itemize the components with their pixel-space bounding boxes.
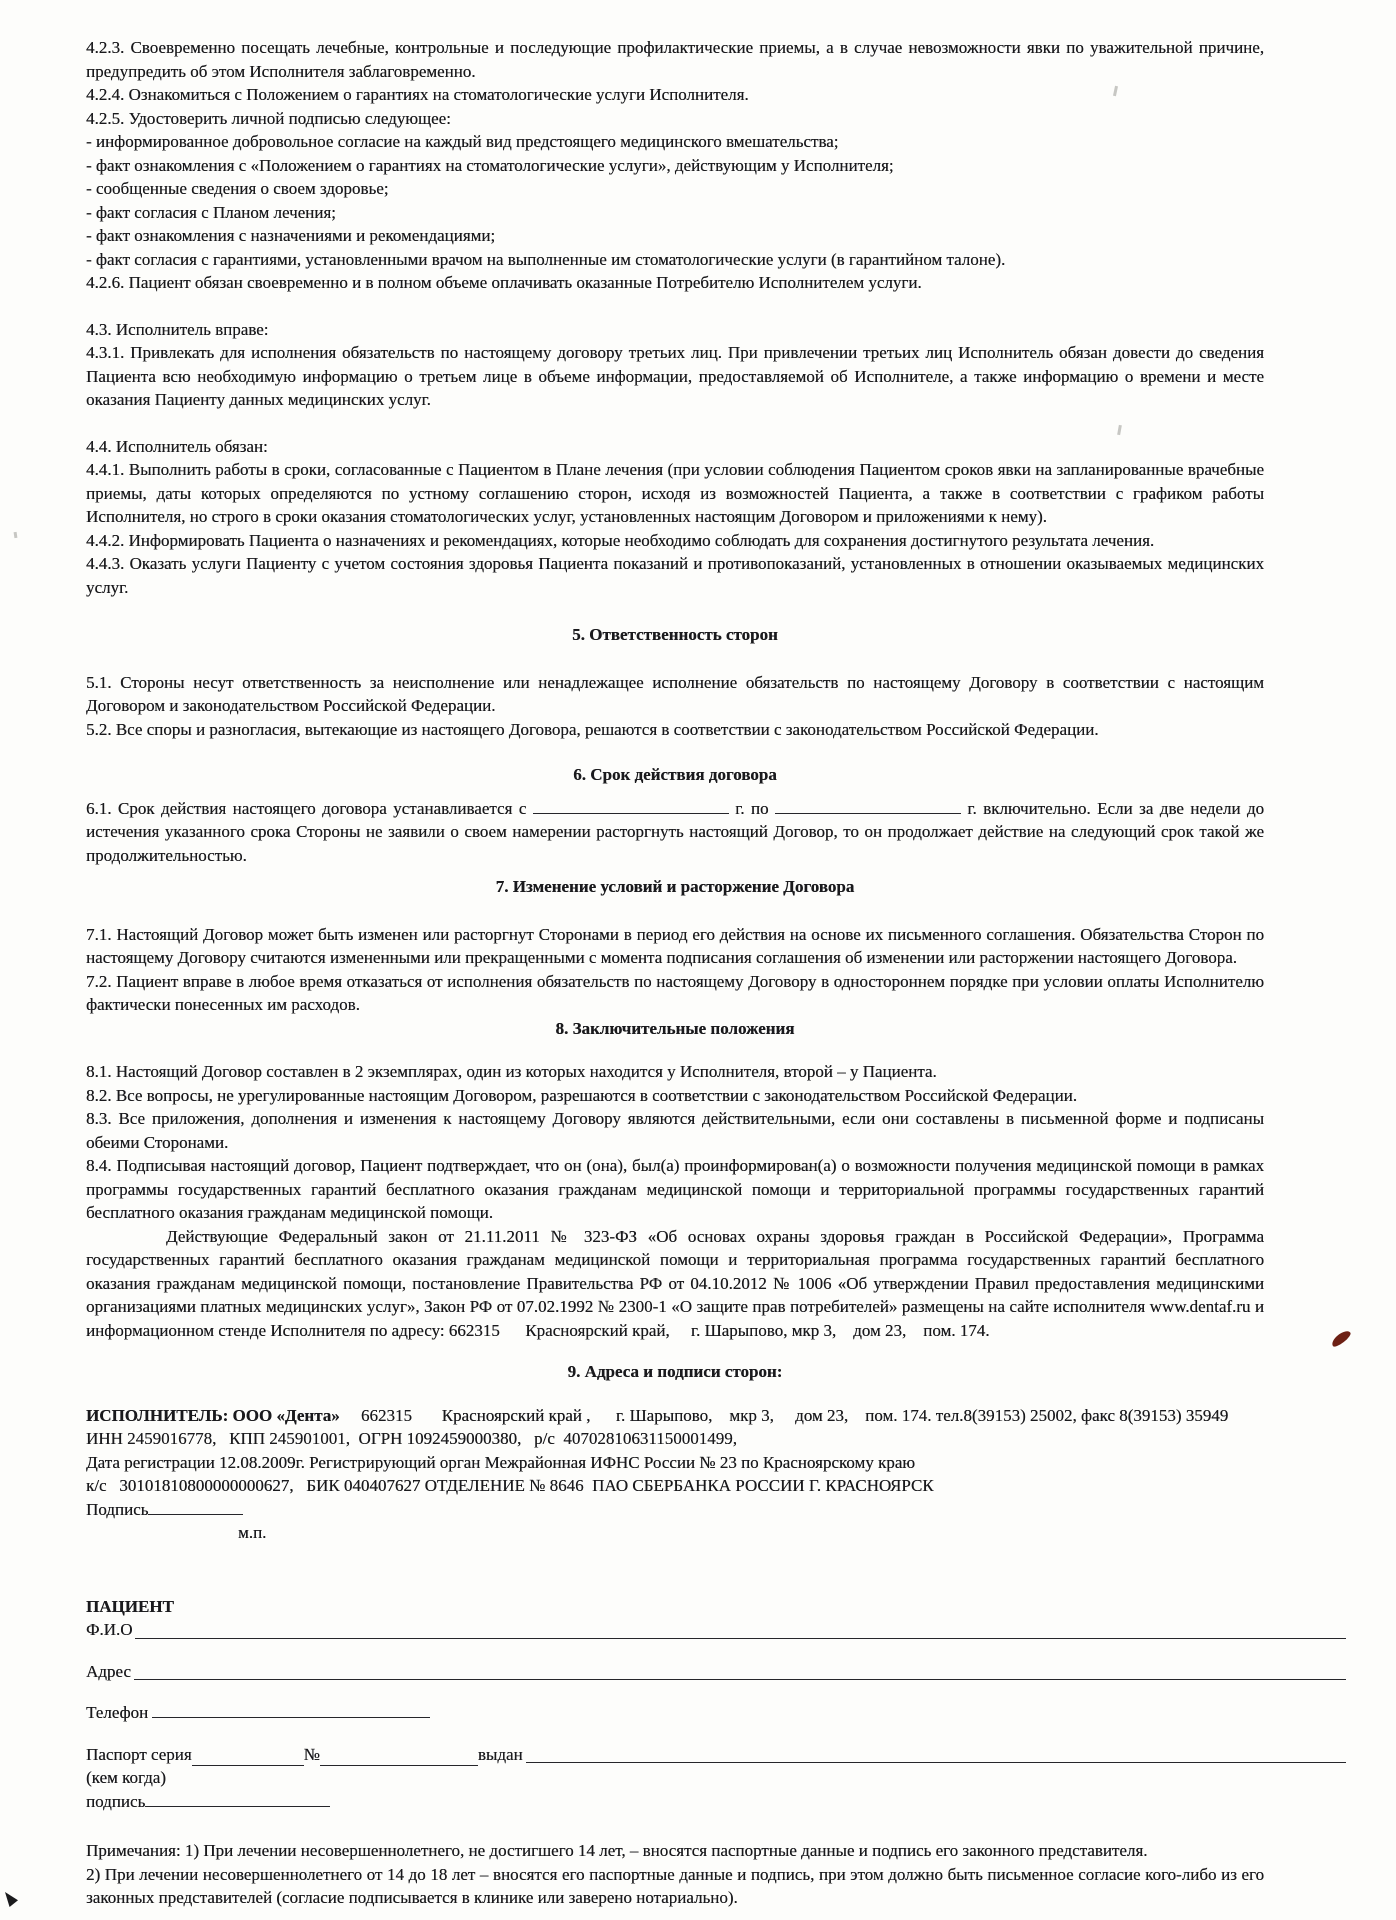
executor-block: [86, 1404, 1264, 1545]
executor-signature-blank: [148, 1498, 243, 1514]
consent-bullet-4: - факт согласия с Планом лечения;: [86, 202, 336, 222]
section-7-heading: 7. Изменение условий и расторжение Договора: [495, 877, 855, 896]
patient-signature-label: подпись: [86, 1791, 146, 1811]
clause-4-2-4: 4.2.4. Ознакомиться с Положением о гарантиях на стоматологические услуги Исполнителя.: [86, 85, 749, 104]
executor-name: ИСПОЛНИТЕЛЬ: ООО «Дента»: [86, 1405, 340, 1425]
consent-bullet-3: - сообщенные сведения о своем здоровье;: [86, 179, 389, 198]
executor-bank-line: к/с 30101810800000000627, БИК 040407627 ОТДЕЛЕНИЕ № 8646 ПАО СБЕРБАНКА РОССИИ Г. КРАСНОЯРСК: [86, 1476, 934, 1495]
clause-8-3: 8.3. Все приложения, дополнения и изменения к настоящему Договору являются действительными, если они составлены в письменной форме и подписаны обеими Сторонами.: [86, 1109, 1264, 1152]
notes-block: [86, 1839, 1264, 1910]
clause-7-2: 7.2. Пациент вправе в любое время отказаться от исполнения обязательств по настоящему Договору в одностороннем порядке при условии оплаты Исполнителю фактически понесенных им расходов.: [86, 971, 1264, 1014]
patient-fio-label: Ф.И.О: [86, 1620, 133, 1639]
consent-bullet-5: - факт ознакомления с назначениями и рекомендациями;: [86, 226, 496, 245]
clause-8-4-laws: Действующие Федеральный закон от 21.11.2011 № 323-ФЗ «Об основах охраны здоровья граждан в Российской Федерации», Программа государственных гарантий бесплатного оказания гражданам медицинской помощи и территориальная программа государственных гарантий бесплатного оказания гражданам медицинской помощи, постановление Правительства РФ от 04.10.2012 № 1006 «Об утверждении Правил предоставления медицинскими организациями платных медицинских услуг», Закон РФ от 07.02.1992 № 2300-1 «О защите прав потребителей» размещены на сайте исполнителя www.dentaf.ru и информационном стенде Исполнителя по адресу: 662315 Красноярский край, г. Шарыпово, мкр 3, дом 23, пом. 174.: [86, 1226, 1264, 1340]
scan-speck-3: [14, 532, 18, 538]
patient-phone-row: [86, 1701, 1264, 1725]
patient-fio-blank: [135, 1638, 1346, 1639]
term-end-date-blank: [775, 797, 961, 813]
clause-6-1-text-start: 6.1. Срок действия настоящего договора устанавливается с: [86, 798, 527, 818]
section-5-heading: 5. Ответственность сторон: [572, 625, 778, 644]
section-9-heading: 9. Адреса и подписи сторон:: [567, 1362, 783, 1381]
patient-signature-blank: [145, 1790, 330, 1806]
executor-inn-line: ИНН 2459016778, КПП 245901001, ОГРН 1092459000380, р/с 40702810631150001499,: [86, 1429, 737, 1448]
clause-8-2: 8.2. Все вопросы, не урегулированные настоящим Договором, разрешаются в соответствии с законодательством Российской Федерации.: [86, 1085, 1078, 1105]
passport-issued-sub-label: (кем когда): [86, 1768, 166, 1787]
section-8-heading: 8. Заключительные положения: [555, 1018, 795, 1038]
clause-4-2-3: 4.2.3. Своевременно посещать лечебные, контрольные и последующие профилактические приемы, а в случае невозможности явки по уважительной причине, предупредить об этом Исполнителя заблаговременно.: [86, 38, 1264, 81]
patient-address-blank: [134, 1679, 1346, 1680]
passport-issued-label: выдан: [477, 1744, 523, 1764]
passport-number-sign: №: [303, 1744, 320, 1764]
patient-signature-line: [86, 1790, 1264, 1814]
patient-heading: ПАЦИЕНТ: [86, 1596, 174, 1616]
consent-bullet-1: - информированное добровольное согласие на каждый вид предстоящего медицинского вмешательства;: [86, 132, 839, 151]
patient-phone-blank: [152, 1702, 430, 1718]
clause-4-4: 4.4. Исполнитель обязан:: [86, 436, 268, 456]
executor-address-line: [86, 1404, 1264, 1428]
passport-issued-blank: [526, 1762, 1346, 1763]
clause-5-2: 5.2. Все споры и разногласия, вытекающие из настоящего Договора, решаются в соответствии с законодательством Российской Федерации.: [86, 719, 1099, 739]
clause-4-2-5: 4.2.5. Удостоверить личной подписью следующее:: [86, 108, 451, 128]
clause-4-4-3: 4.4.3. Оказать услуги Пациенту с учетом состояния здоровья Пациента показаний и противопоказаний, установленных в отношении оказываемых медицинских услуг.: [86, 554, 1264, 597]
clause-6-1-text-middle: г. по: [735, 798, 769, 818]
term-start-date-blank: [533, 797, 729, 813]
patient-block: [86, 1595, 1264, 1814]
note-2: 2) При лечении несовершеннолетнего от 14 до 18 лет – вносятся его паспортные данные и подпись, при этом должно быть письменное согласие кого-либо из его законных представителей (согласие подписывается в клинике или заверено нотариально).: [86, 1864, 1264, 1907]
patient-passport-label: Паспорт серия: [86, 1744, 192, 1764]
clause-6-1: [86, 797, 1264, 868]
patient-address-label: Адрес: [86, 1661, 131, 1681]
patient-phone-label: Телефон: [86, 1703, 149, 1722]
executor-signature-label: Подпись: [86, 1499, 149, 1519]
consent-bullet-2: - факт ознакомления с «Положением о гарантиях на стоматологические услуги», действующим у Исполнителя;: [86, 155, 894, 175]
clause-8-1: 8.1. Настоящий Договор составлен в 2 экземплярах, один из которых находится у Исполнителя, второй – у Пациента.: [86, 1062, 937, 1081]
passport-number-blank: [320, 1750, 478, 1766]
contract-text-column: [86, 36, 1264, 1910]
stamp-place-label: м.п.: [238, 1523, 267, 1542]
note-1: Примечания: 1) При лечении несовершеннолетнего, не достигшего 14 лет, – вносятся паспортные данные и подпись его законного представителя.: [86, 1841, 1148, 1860]
clause-5-1: 5.1. Стороны несут ответственность за неисполнение или ненадлежащее исполнение обязательств по настоящему Договору в соответствии с настоящим Договором и законодательством Российской Федерации.: [86, 672, 1264, 715]
patient-fio-row: [86, 1618, 1346, 1642]
clause-4-4-1: 4.4.1. Выполнить работы в сроки, согласованные с Пациентом в Плане лечения (при условии соблюдения Пациентом сроков явки на запланированные врачебные приемы, даты которых определяются по устному соглашению сторон, исходя из возможностей Пациента, а также в соответствии с графиком работы Исполнителя, но строго в сроки оказания стоматологических услуг, установленных настоящим Договором и приложениями к нему).: [86, 460, 1264, 526]
clause-7-1: 7.1. Настоящий Договор может быть изменен или расторгнут Сторонами в период его действия на основе их письменного соглашения. Обязательства Сторон по настоящему Договору считаются измененными или прекращенными с момента подписания соглашения об изменении или расторжении настоящего Договора.: [86, 924, 1264, 967]
executor-registration-line: Дата регистрации 12.08.2009г. Регистрирующий орган Межрайонная ИФНС России № 23 по Красноярскому краю: [86, 1452, 915, 1472]
passport-series-blank: [192, 1750, 304, 1766]
corner-scan-mark: [5, 1892, 18, 1907]
clause-6-1-text-end: г. включительно. Если за две недели до истечения указанного срока Стороны не заявили о своем намерении расторгнуть настоящий Договор, то он продолжает действие на следующий срок такой же продолжительностью.: [86, 798, 1265, 865]
clause-4-3: 4.3. Исполнитель вправе:: [86, 319, 269, 339]
section-6-heading: 6. Срок действия договора: [573, 765, 777, 784]
clause-4-3-1: 4.3.1. Привлекать для исполнения обязательств по настоящему договору третьих лиц. При привлечении третьих лиц Исполнитель обязан довести до сведения Пациента всю необходимую информацию о третьем лице в объеме информации, предоставляемой об Исполнителе, а также информацию о времени и месте оказания Пациенту данных медицинских услуг.: [86, 343, 1264, 409]
consent-bullet-6: - факт согласия с гарантиями, установленными врачом на выполненные им стоматологические услуги (в гарантийном талоне).: [86, 249, 1006, 269]
executor-address: 662315 Красноярский край , г. Шарыпово, мкр 3, дом 23, пом. 174. тел.8(39153) 25002, факс 8(39153) 35949: [343, 1405, 1229, 1425]
clause-8-4: 8.4. Подписывая настоящий договор, Пациент подтверждает, что он (она), был(а) проинформирован(а) о возможности получения медицинской помощи в рамках программы государственных гарантий бесплатного оказания гражданам медицинской помощи и территориальной программы государственных гарантий бесплатного оказания гражданам медицинской помощи.: [86, 1156, 1264, 1222]
clause-4-4-2: 4.4.2. Информировать Пациента о назначениях и рекомендациях, которые необходимо соблюдать для сохранения достигнутого результата лечения.: [86, 530, 1155, 550]
patient-address-row: [86, 1660, 1346, 1684]
executor-signature-line: [86, 1498, 1264, 1522]
clause-4-2-6: 4.2.6. Пациент обязан своевременно и в полном объеме оплачивать оказанные Потребителю Исполнителем услуги.: [86, 273, 922, 292]
red-pen-mark: [1330, 1328, 1353, 1349]
patient-passport-row: [86, 1743, 1346, 1767]
